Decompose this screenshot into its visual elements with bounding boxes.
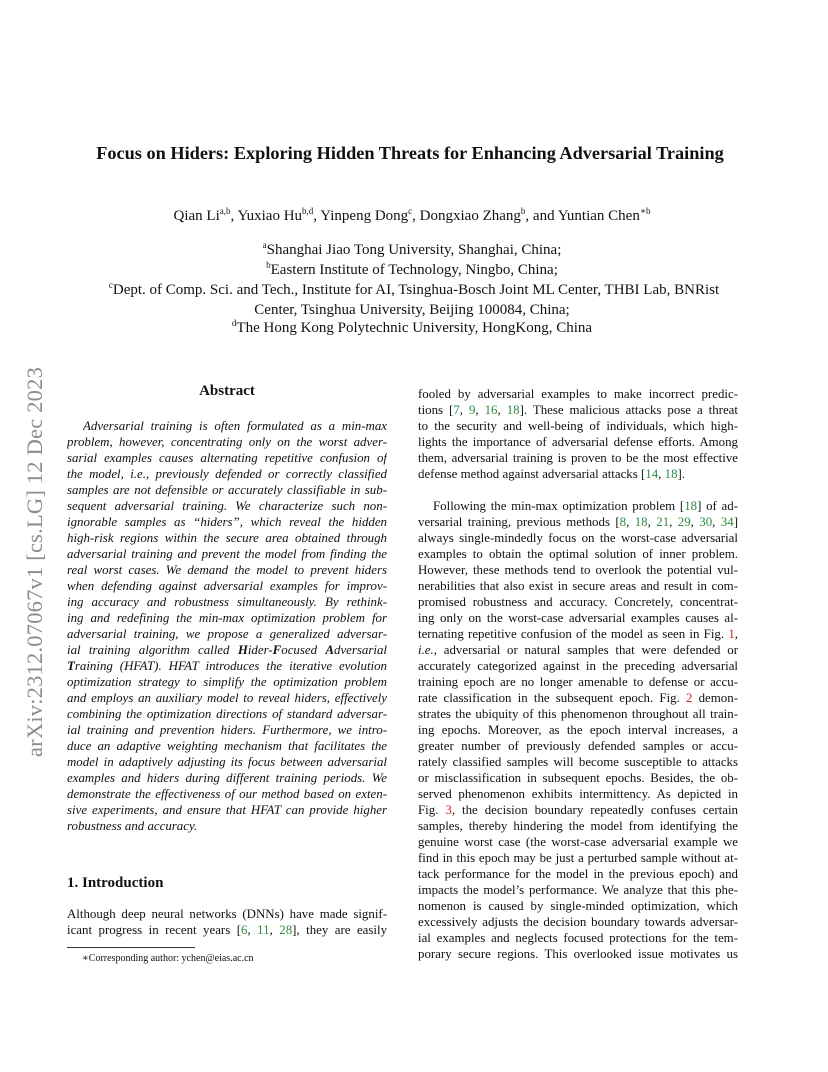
affiliation-line [60, 260, 764, 280]
abstract-line: sarial examples causes alternating repetitive confusion of [67, 451, 387, 465]
abstract-line: demonstrate the effectiveness of our method based on exten- [67, 787, 387, 801]
footnote-rule [67, 947, 195, 948]
intro-text-fragment: ], they are easily [292, 923, 387, 937]
affiliation-text: Center, Tsinghua University, Beijing 100084, China; [254, 302, 570, 318]
abstract-line: optimization strategy to simplify the optimization problem [67, 675, 387, 689]
author-name: Qian Li [173, 208, 220, 224]
abstract-line: examples and hiders during different training periods. We [67, 771, 387, 785]
body-line: nerabilities that also exist in secure areas and result in com- [418, 579, 738, 593]
abstract-line: samples are not defensible or accurately classifiable in sub- [67, 483, 387, 497]
abstract-line: when defending against adversarial examples for improv- [67, 579, 387, 593]
paper-title: Focus on Hiders: Exploring Hidden Threats for Enhancing Adversarial Training [96, 143, 724, 163]
affiliation-marker: a,b [219, 206, 231, 216]
body-line: accurately categorized against in the preceding adversarial [418, 659, 738, 673]
body-line: greater number of previously defended samples or accu- [418, 739, 738, 753]
introduction-heading: 1. Introduction [67, 875, 164, 891]
body-line: fooled by adversarial examples to make incorrect predic- [418, 387, 738, 401]
body-line: tack performance for the model in the previous epoch) and [418, 867, 738, 881]
body-line: tions [7, 9, 16, 18]. These malicious attacks pose a threat [418, 403, 738, 417]
citation-link[interactable]: 14 [645, 467, 659, 481]
abstract-line: robustness and accuracy. [67, 819, 198, 833]
citation-link[interactable]: 6 [241, 923, 248, 937]
citation-link[interactable]: 7 [453, 403, 460, 417]
body-line: served phenomenon exhibits intermittency. As depicted in [418, 787, 738, 801]
body-line: ing only on the worst-case adversarial examples causes al- [418, 611, 738, 625]
intro-line: icant progress in recent years [6, 11, 28], they are easily [67, 923, 387, 937]
citation-link[interactable]: 16 [484, 403, 498, 417]
arxiv-identifier: arXiv:2312.07067v1 [cs.LG] 12 Dec 2023 [22, 366, 47, 757]
body-line: ing epochs. Moreover, as the epoch interval increases, a [418, 723, 738, 737]
citation-link[interactable]: 18 [664, 467, 678, 481]
body-line: lights the importance of adversarial defense efforts. Among [418, 435, 738, 449]
body-line: them, adversarial training is proven to be the most effective [418, 451, 738, 465]
figure-link[interactable]: 2 [685, 691, 693, 705]
body-line: defense method against adversarial attacks [14, 18]. [418, 467, 686, 481]
abstract-line: duce an adaptive weighting mechanism that facilitates the [67, 739, 387, 753]
body-line: promised robustness and accuracy. Concretely, concentrat- [418, 595, 738, 609]
affiliation-text: Shanghai Jiao Tong University, Shanghai, China; [266, 242, 562, 258]
abstract-line: the model, i.e., previously defended or correctly classified [67, 467, 387, 481]
body-line: always single-mindedly focus on the worst-case adversarial [418, 531, 738, 545]
affiliation-marker: ∗b [639, 206, 651, 216]
abstract-line: sive experiments, and ensure that HFAT can provide higher [67, 803, 387, 817]
body-line: nomenon is caused by single-minded optimization, which [418, 899, 738, 913]
abstract-line: Adversarial training is often formulated as a min-max [83, 419, 387, 433]
body-line: find in this epoch may be just a perturbed sample without at- [418, 851, 738, 865]
affiliation-marker: b [266, 260, 271, 270]
author-list: Qian Li$^{a,b}$, Yuxiao Hu$^{b,d}$, Yinpeng Dong$^c$, Dongxiao Zhang$^b$, and Yuntian Chen$^{∗b}$ [173, 206, 651, 224]
citation-link[interactable]: 18 [684, 499, 698, 513]
abstract-line: problem, however, concentrating only on the worst adver- [67, 435, 387, 449]
affiliation-marker: b,d [302, 206, 314, 216]
body-line: strates the ubiquity of this phenomenon throughout all train- [418, 707, 738, 721]
intro-line: Although deep neural networks (DNNs) have made signif- [67, 907, 387, 921]
body-line: However, these methods tend to overlook the potential vul- [418, 563, 738, 577]
body-line: samples, thereby hindering the model from identifying the [418, 819, 738, 833]
footnote: ∗Corresponding author: ychen@eias.ac.cn [82, 953, 254, 964]
body-line: genuine worst case (the worst-case adversarial example we [418, 835, 738, 849]
affiliation-line [60, 300, 764, 320]
body-line: ternating repetitive confusion of the model as seen in Fig. 1, [418, 627, 738, 641]
abstract-line: Training (HFAT). HFAT introduces the iterative evolution [67, 659, 387, 673]
body-line: examples to obtain the optimal solution of inner problem. [418, 547, 738, 561]
body-line: rately classified samples will become susceptible to attacks [418, 755, 738, 769]
affiliation-line [60, 240, 764, 260]
affiliation-text: Eastern Institute of Technology, Ningbo, China; [270, 262, 558, 278]
affiliation-marker: d [231, 318, 237, 328]
body-line: i.e., adversarial or natural samples that were defended or [418, 643, 738, 657]
author-name: Yuntian Chen [557, 208, 640, 224]
affiliation-marker: a [262, 240, 267, 250]
body-text-fragment: ]. These malicious attacks pose a threat [519, 403, 738, 417]
citation-link[interactable]: 8 [619, 515, 627, 529]
affiliation-marker: c [408, 206, 413, 216]
abstract-line: model in adaptively adjusting its focus between adversarial [67, 755, 387, 769]
body-line: Following the min-max optimization problem [18] of ad- [433, 499, 738, 513]
abstract-line: high-risk regions within the secure area obtained through [67, 531, 387, 545]
body-line: to the security and well-being of individuals, which high- [418, 419, 738, 433]
abstract-line: adversarial training and prevent the model from finding the [67, 547, 387, 561]
citation-link[interactable]: 29 [677, 515, 691, 529]
author-name: Dongxiao Zhang [419, 208, 521, 224]
abstract-line: ing and redefining the min-max optimization problem for [67, 611, 387, 625]
body-line: impacts the model’s performance. We analyze that this phe- [418, 883, 738, 897]
abstract-line: combining the optimization directions of standard adversar- [67, 707, 387, 721]
intro-text-fragment: icant progress in recent years [ [67, 923, 241, 937]
abstract-line: ial training algorithm called Hider-Focused Adversarial [67, 643, 387, 657]
affiliation-line [40, 280, 788, 300]
citation-link[interactable]: 11 [257, 923, 270, 937]
affiliation-marker: b [520, 206, 526, 216]
citation-link[interactable]: 34 [720, 515, 734, 529]
body-text-fragment: ]. [677, 467, 686, 481]
citation-link[interactable]: 18 [506, 403, 520, 417]
affiliation-text: Dept. of Comp. Sci. and Tech., Institute for AI, Tsinghua-Bosch Joint ML Center, THBI Lab, BNRist [112, 282, 720, 298]
affiliation-line [60, 318, 764, 338]
citation-link[interactable]: 21 [656, 515, 670, 529]
body-text-fragment: tions [ [418, 403, 454, 417]
body-line: excessively adjusts the decision boundary towards adversar- [418, 915, 738, 929]
body-line: rate classification in the subsequent epoch. Fig. 2 demon- [418, 691, 738, 705]
abstract-heading: Abstract [199, 383, 255, 399]
abstract-line: adversarial training, we propose a generalized adversar- [67, 627, 387, 641]
citation-link[interactable]: 9 [468, 403, 476, 417]
body-line: versarial training, previous methods [8, 18, 21, 29, 30, 34] [418, 515, 738, 529]
abstract-line: ing accuracy and robustness simultaneously. By rethink- [67, 595, 387, 609]
body-line: porary secure regions. This overlooked issue motivates us [418, 947, 738, 961]
citation-link[interactable]: 30 [699, 515, 713, 529]
body-line: Fig. 3, the decision boundary repeatedly confuses certain [418, 803, 738, 817]
author-name: Yinpeng Dong [320, 208, 409, 224]
body-line: training epoch are no longer amenable to defense or accu- [418, 675, 738, 689]
body-line: ial examples and neglects focused protections for the tem- [418, 931, 738, 945]
citation-link[interactable]: 18 [634, 515, 648, 529]
affiliation-marker: c [108, 280, 113, 290]
figure-link[interactable]: 3 [445, 803, 452, 817]
abstract-line: real worst cases. We demand the model to prevent hiders [67, 563, 387, 577]
citation-link[interactable]: 28 [279, 923, 293, 937]
body-line: or misclassification in subsequent epochs. Besides, the ob- [418, 771, 738, 785]
abstract-line: ial training and prevention hiders. Furthermore, we intro- [67, 723, 387, 737]
figure-link[interactable]: 1 [728, 627, 735, 641]
abstract-line: sequent adversarial training. We characterize such non- [67, 499, 387, 513]
body-text-fragment: defense method against adversarial attacks [ [418, 467, 646, 481]
affiliation-text: The Hong Kong Polytechnic University, HongKong, China [236, 320, 593, 336]
abstract-line: ignorable samples as “hiders”, which reveal the hidden [67, 515, 387, 529]
author-name: Yuxiao Hu [237, 208, 303, 224]
abstract-line: and employs an auxiliary model to reveal hiders, effectively [67, 691, 387, 705]
